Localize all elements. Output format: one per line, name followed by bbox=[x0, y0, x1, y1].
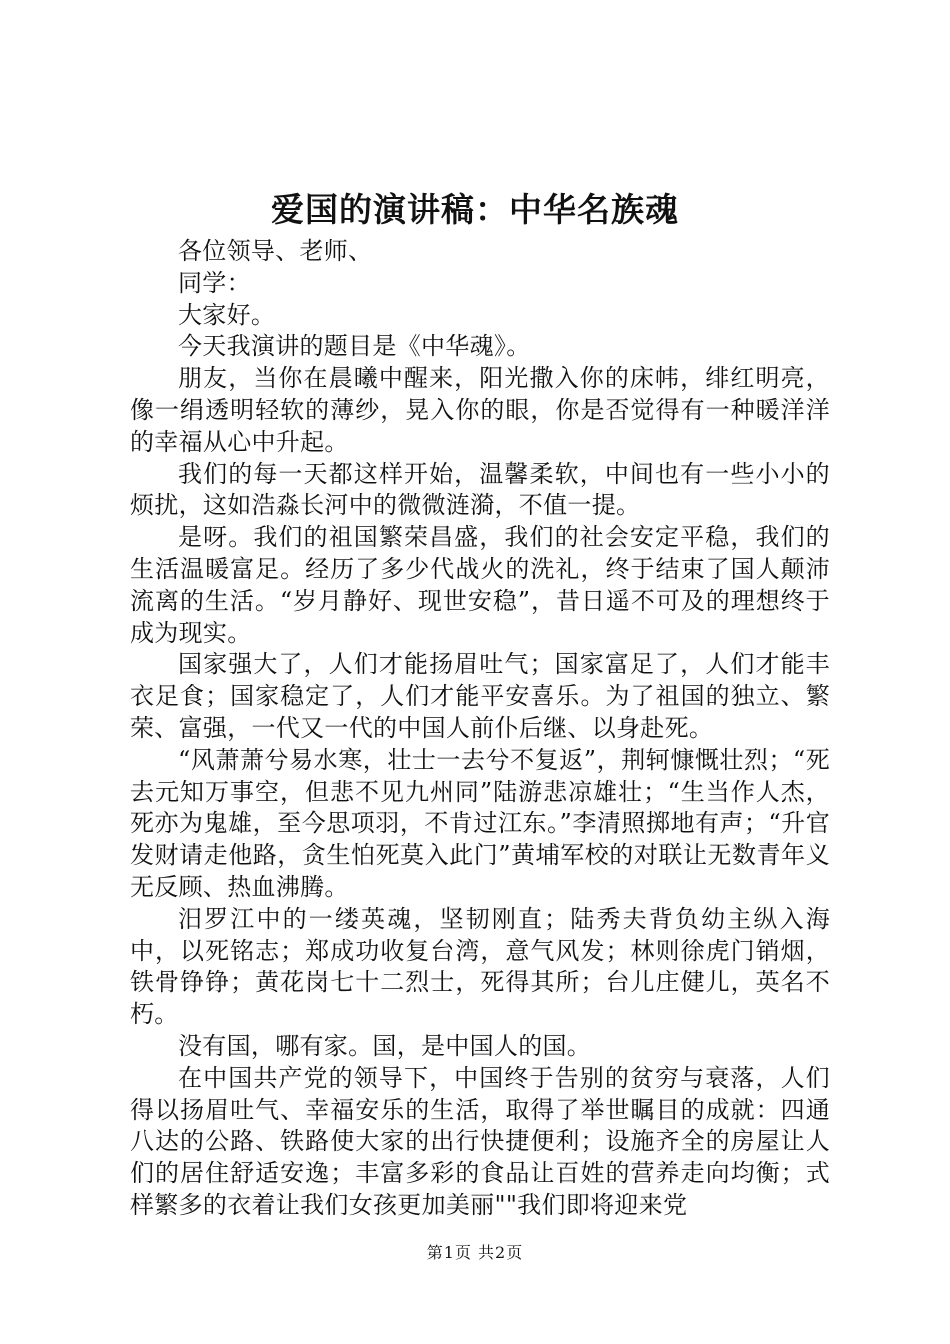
paragraph-prosperity: 是呀。我们的祖国繁荣昌盛，我们的社会安定平稳，我们的生活温暖富足。经历了多少代战火的洗礼，终于结束了国人颠沛流离的生活。“岁月静好、现世安稳”，昔日遥不可及的理想终于成为现实。 bbox=[130, 523, 830, 647]
paragraph-no-country: 没有国，哪有家。国，是中国人的国。 bbox=[178, 1031, 592, 1060]
paragraph-salutation-2: 同学： bbox=[178, 268, 251, 297]
document-title: 爱国的演讲稿：中华名族魂 bbox=[271, 190, 679, 229]
paragraph-everyday: 我们的每一天都这样开始，温馨柔软，中间也有一些小小的烦扰，这如浩淼长河中的微微涟漪，不值一提。 bbox=[130, 459, 830, 520]
paragraph-greeting: 大家好。 bbox=[178, 300, 276, 329]
page-number-footer: 第1页 共2页 bbox=[426, 1243, 524, 1262]
paragraph-achievements: 在中国共产党的领导下，中国终于告别的贫穷与衰落，人们得以扬眉吐气、幸福安乐的生活，取得了举世瞩目的成就：四通八达的公路、铁路使大家的出行快捷便利；设施齐全的房屋让人们的居住舒适安逸；丰富多彩的食品让百姓的营养走向均衡；式样繁多的衣着让我们女孩更加美丽""我们即将迎来党 bbox=[130, 1063, 830, 1219]
paragraph-nation-strong: 国家强大了，人们才能扬眉吐气；国家富足了，人们才能丰衣足食；国家稳定了，人们才能平安喜乐。为了祖国的独立、繁荣、富强，一代又一代的中国人前仆后继、以身赴死。 bbox=[130, 650, 830, 742]
paragraph-heroes: 汨罗江中的一缕英魂，坚韧刚直；陆秀夫背负幼主纵入海中，以死铭志；郑成功收复台湾，意气风发；林则徐虎门销烟，铁骨铮铮；黄花岗七十二烈士，死得其所；台儿庄健儿，英名不朽。 bbox=[130, 904, 830, 1029]
paragraph-poems: “风萧萧兮易水寒，壮士一去兮不复返”，荆轲慷慨壮烈；“死去元知万事空，但悲不见九州同”陆游悲凉雄壮；“生当作人杰，死亦为鬼雄，至今思项羽，不肯过江东。”李清照掷地有声；“升官发财请走他路，贪生怕死莫入此门”黄埔军校的对联让无数青年义无反顾、热血沸腾。 bbox=[130, 745, 830, 901]
document-body bbox=[130, 236, 830, 1222]
paragraph-topic: 今天我演讲的题目是《中华魂》。 bbox=[178, 332, 531, 361]
paragraph-morning: 朋友，当你在晨曦中醒来，阳光撒入你的床帏，绯红明亮，像一绢透明轻软的薄纱，晃入你的眼，你是否觉得有一种暖洋洋的幸福从心中升起。 bbox=[130, 364, 830, 456]
paragraph-salutation-1: 各位领导、老师、 bbox=[178, 237, 373, 265]
